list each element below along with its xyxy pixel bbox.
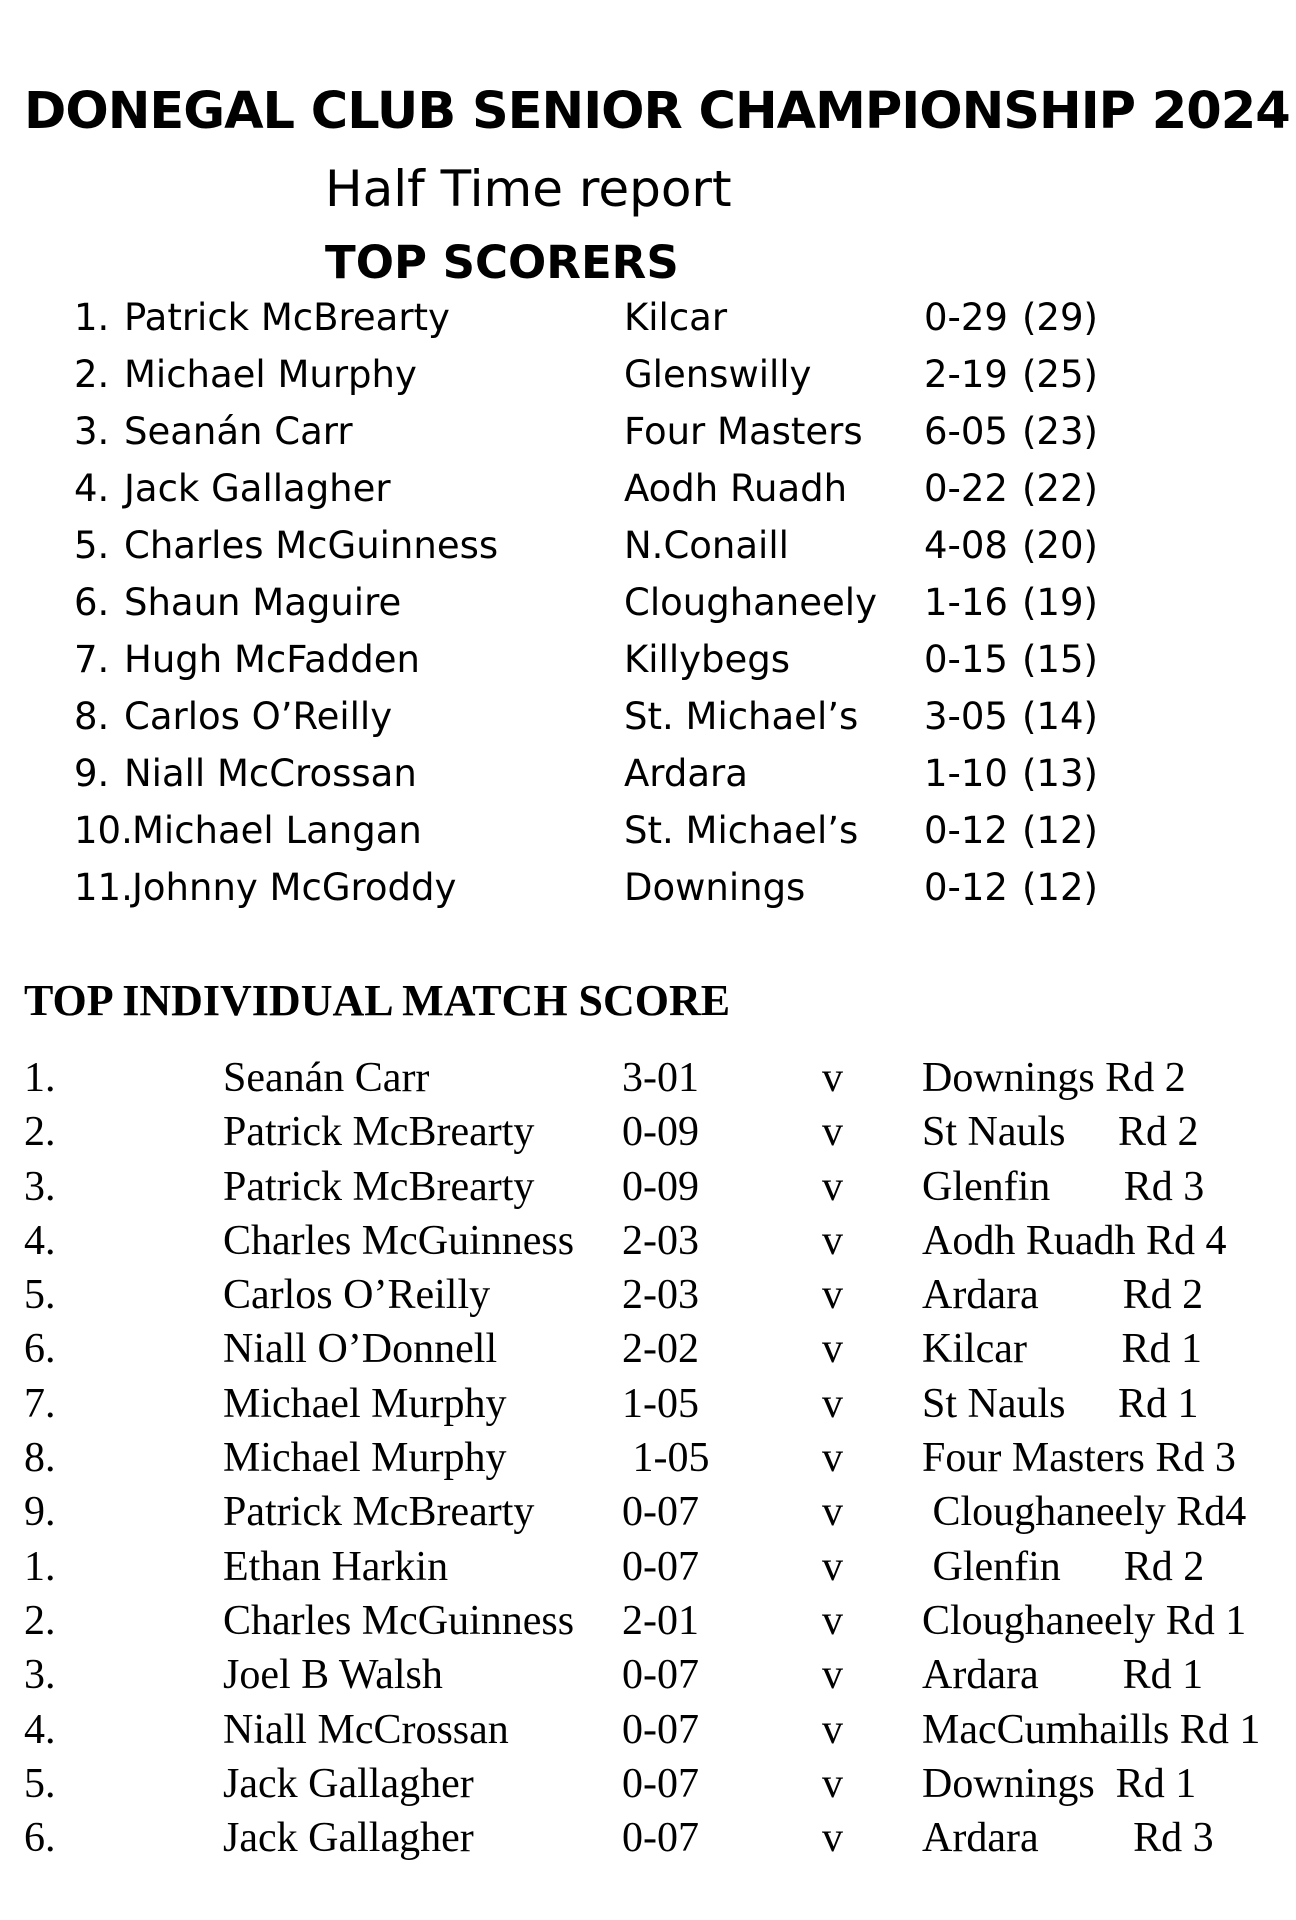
match-player-name: Michael Murphy [223, 1435, 507, 1482]
scorer-club: Killybegs [624, 638, 791, 681]
scorer-score: 0-29 [924, 296, 1008, 339]
match-score: 0-09 [622, 1163, 699, 1210]
match-rank: 1. [24, 1543, 56, 1590]
scorer-score: 3-05 [924, 695, 1008, 738]
match-versus: v [822, 1652, 843, 1699]
scorer-score: 4-08 [924, 524, 1008, 567]
scorer-row [0, 581, 1296, 638]
match-opponent-round: MacCumhaills Rd 1 [922, 1706, 1261, 1753]
match-versus: v [822, 1597, 843, 1644]
scorer-club: Glenswilly [624, 353, 812, 396]
top-match-score-list [0, 1054, 1296, 1868]
match-player-name: Patrick McBrearty [223, 1109, 535, 1156]
scorer-club: St. Michael’s [624, 695, 859, 738]
scorer-name: Michael Murphy [124, 353, 417, 396]
match-rank: 2. [24, 1109, 56, 1156]
match-rank: 7. [24, 1380, 56, 1427]
match-opponent-round: Downings Rd 2 [922, 1055, 1186, 1101]
match-rank: 3. [24, 1652, 56, 1699]
match-rank: 4. [24, 1217, 56, 1264]
match-score: 2-01 [622, 1597, 699, 1644]
match-versus: v [822, 1543, 843, 1590]
match-rank: 5. [24, 1760, 56, 1807]
match-versus: v [822, 1706, 843, 1753]
scorer-rank: 11. [74, 866, 133, 909]
match-row [0, 1597, 1296, 1651]
match-opponent-round: Cloughaneely Rd 1 [922, 1597, 1247, 1644]
scorer-total: (13) [1022, 752, 1098, 795]
match-score: 0-07 [622, 1489, 699, 1536]
match-score: 0-07 [622, 1815, 699, 1862]
match-opponent-round: Downings Rd 1 [922, 1760, 1197, 1807]
scorer-row [0, 353, 1296, 410]
match-rank: 3. [24, 1163, 56, 1210]
match-versus: v [822, 1217, 843, 1264]
scorer-row [0, 524, 1296, 581]
match-score: 1-05 [622, 1435, 710, 1482]
match-player-name: Jack Gallagher [223, 1815, 474, 1862]
scorer-row [0, 296, 1296, 353]
match-row [0, 1325, 1296, 1379]
match-row [0, 1380, 1296, 1434]
match-row [0, 1706, 1296, 1760]
scorer-total: (23) [1022, 410, 1098, 453]
scorer-total: (25) [1022, 353, 1098, 396]
scorer-row [0, 410, 1296, 467]
match-player-name: Patrick McBrearty [223, 1489, 535, 1536]
match-opponent-round: Four Masters Rd 3 [922, 1435, 1236, 1482]
match-rank: 1. [24, 1055, 56, 1101]
scorer-name: Seanán Carr [124, 410, 353, 453]
match-opponent-round: St Nauls Rd 2 [922, 1109, 1199, 1156]
match-opponent-round: Aodh Ruadh Rd 4 [922, 1217, 1227, 1264]
match-opponent-round: Ardara Rd 2 [922, 1272, 1204, 1319]
match-versus: v [822, 1815, 843, 1862]
match-versus: v [822, 1163, 843, 1210]
scorer-score: 0-15 [924, 638, 1008, 681]
scorer-total: (12) [1022, 809, 1098, 852]
scorer-rank: 9. [74, 752, 110, 795]
match-row [0, 1163, 1296, 1217]
match-opponent-round: St Nauls Rd 1 [922, 1380, 1199, 1427]
scorer-name: Jack Gallagher [124, 467, 391, 510]
match-score: 0-07 [622, 1652, 699, 1699]
scorer-score: 6-05 [924, 410, 1008, 453]
scorer-score: 0-12 [924, 866, 1008, 909]
top-match-score-heading: TOP INDIVIDUAL MATCH SCORE [24, 976, 731, 1025]
scorer-rank: 2. [74, 353, 110, 396]
match-player-name: Carlos O’Reilly [223, 1272, 491, 1319]
match-player-name: Patrick McBrearty [223, 1163, 535, 1210]
match-opponent-round: Ardara Rd 3 [922, 1815, 1214, 1862]
scorer-club: St. Michael’s [624, 809, 859, 852]
match-row [0, 1054, 1296, 1108]
match-row [0, 1271, 1296, 1325]
scorer-rank: 8. [74, 695, 110, 738]
match-row [0, 1651, 1296, 1705]
scorer-score: 2-19 [924, 353, 1008, 396]
scorer-total: (22) [1022, 467, 1098, 510]
match-rank: 2. [24, 1597, 56, 1644]
scorer-rank: 6. [74, 581, 110, 624]
scorer-score: 1-10 [924, 752, 1008, 795]
scorer-rank: 4. [74, 467, 110, 510]
match-versus: v [822, 1435, 843, 1482]
scorer-club: Downings [624, 866, 806, 909]
match-row [0, 1814, 1296, 1868]
match-score: 2-03 [622, 1272, 699, 1319]
scorer-name: Charles McGuinness [124, 524, 499, 567]
scorer-score: 1-16 [924, 581, 1008, 624]
scorer-name: Johnny McGroddy [132, 866, 457, 909]
match-rank: 6. [24, 1326, 56, 1373]
match-player-name: Joel B Walsh [223, 1652, 443, 1699]
top-scorers-list [0, 296, 1296, 923]
match-player-name: Charles McGuinness [223, 1597, 575, 1644]
scorer-row [0, 866, 1296, 923]
scorer-score: 0-12 [924, 809, 1008, 852]
scorer-club: Kilcar [624, 296, 728, 339]
scorer-rank: 1. [74, 296, 110, 339]
match-row [0, 1108, 1296, 1162]
match-versus: v [822, 1380, 843, 1427]
match-player-name: Ethan Harkin [223, 1543, 449, 1590]
scorer-row [0, 695, 1296, 752]
scorer-total: (12) [1022, 866, 1098, 909]
scorer-club: N.Conaill [624, 524, 789, 567]
match-row [0, 1760, 1296, 1814]
match-row [0, 1217, 1296, 1271]
match-rank: 4. [24, 1706, 56, 1753]
match-rank: 5. [24, 1272, 56, 1319]
match-row [0, 1488, 1296, 1542]
scorer-rank: 7. [74, 638, 110, 681]
scorer-club: Aodh Ruadh [624, 467, 848, 510]
match-player-name: Michael Murphy [223, 1380, 507, 1427]
match-score: 0-07 [622, 1760, 699, 1807]
scorer-rank: 5. [74, 524, 110, 567]
match-rank: 6. [24, 1815, 56, 1862]
match-opponent-round: Cloughaneely Rd4 [922, 1489, 1247, 1536]
scorer-row [0, 752, 1296, 809]
match-score: 3-01 [622, 1055, 699, 1101]
match-score: 0-07 [622, 1543, 699, 1590]
scorer-rank: 10. [74, 809, 133, 852]
scorer-row [0, 809, 1296, 866]
page-title: DONEGAL CLUB SENIOR CHAMPIONSHIP 2024 [24, 82, 1290, 141]
match-versus: v [822, 1055, 843, 1101]
match-row [0, 1434, 1296, 1488]
scorer-total: (15) [1022, 638, 1098, 681]
match-score: 0-07 [622, 1706, 699, 1753]
scorer-total: (29) [1022, 296, 1098, 339]
scorer-score: 0-22 [924, 467, 1008, 510]
match-score: 2-02 [622, 1326, 699, 1373]
match-versus: v [822, 1326, 843, 1373]
match-opponent-round: Glenfin Rd 3 [922, 1163, 1205, 1210]
scorer-club: Cloughaneely [624, 581, 877, 624]
match-opponent-round: Kilcar Rd 1 [922, 1326, 1202, 1373]
scorer-total: (20) [1022, 524, 1098, 567]
scorer-name: Hugh McFadden [124, 638, 420, 681]
scorer-row [0, 467, 1296, 524]
match-versus: v [822, 1109, 843, 1156]
scorer-total: (19) [1022, 581, 1098, 624]
scorer-rank: 3. [74, 410, 110, 453]
match-player-name: Jack Gallagher [223, 1760, 474, 1807]
match-player-name: Seanán Carr [223, 1055, 430, 1101]
match-rank: 8. [24, 1435, 56, 1482]
match-versus: v [822, 1760, 843, 1807]
match-score: 0-09 [622, 1109, 699, 1156]
top-scorers-heading: TOP SCORERS [325, 236, 679, 289]
scorer-name: Niall McCrossan [124, 752, 417, 795]
scorer-name: Patrick McBrearty [124, 296, 450, 339]
match-versus: v [822, 1489, 843, 1536]
match-versus: v [822, 1272, 843, 1319]
match-row [0, 1543, 1296, 1597]
scorer-name: Carlos O’Reilly [124, 695, 393, 738]
match-opponent-round: Ardara Rd 1 [922, 1652, 1204, 1699]
scorer-name: Shaun Maguire [124, 581, 402, 624]
scorer-name: Michael Langan [132, 809, 422, 852]
scorer-row [0, 638, 1296, 695]
match-opponent-round: Glenfin Rd 2 [922, 1543, 1205, 1590]
match-player-name: Niall O’Donnell [223, 1326, 498, 1373]
scorer-club: Ardara [624, 752, 748, 795]
match-rank: 9. [24, 1489, 56, 1536]
scorer-club: Four Masters [624, 410, 863, 453]
match-player-name: Charles McGuinness [223, 1217, 575, 1264]
match-player-name: Niall McCrossan [223, 1706, 509, 1753]
match-score: 2-03 [622, 1217, 699, 1264]
report-subtitle: Half Time report [325, 160, 732, 218]
scorer-total: (14) [1022, 695, 1098, 738]
match-score: 1-05 [622, 1380, 699, 1427]
